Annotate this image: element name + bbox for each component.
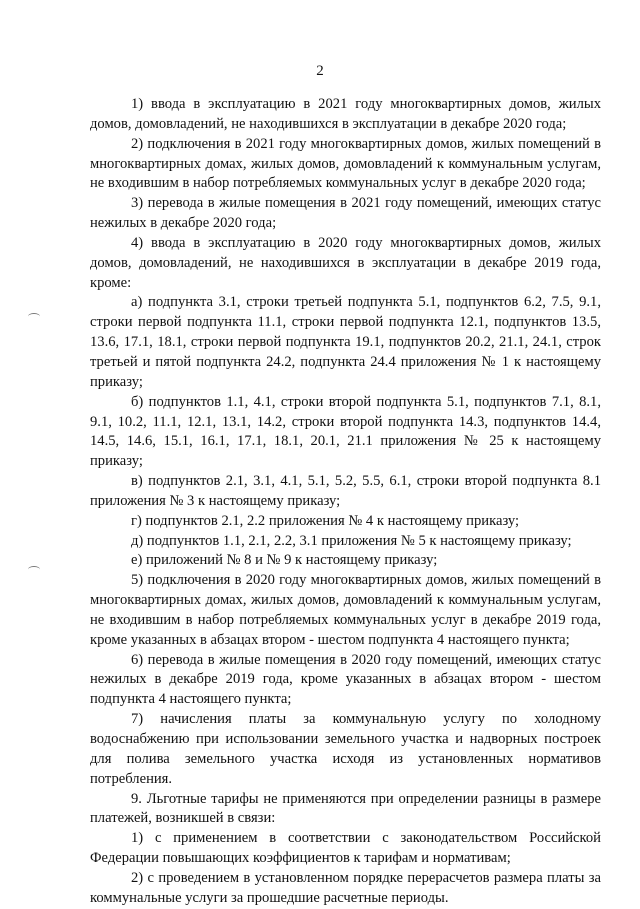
margin-mark bbox=[28, 566, 40, 573]
subparagraph-d: д) подпунктов 1.1, 2.1, 2.2, 3.1 приложения № 5 к настоящему приказу; bbox=[131, 532, 572, 549]
paragraph-item-5: 5) подключения в 2020 году многоквартирных домов, жилых помещений в многоквартирных домах, жилых домов, домовладений к коммунальным услугам, не входившим в набор потребляемых коммунальных услуг в декабре 2019 года, кроме указанных в абзацах втором - шестом подпункта 4 настоящего пункта; bbox=[90, 572, 601, 648]
subparagraph-e: е) приложений № 8 и № 9 к настоящему приказу; bbox=[131, 552, 438, 569]
subparagraph-a: а) подпункта 3.1, строки третьей подпункта 5.1, подпунктов 6.2, 7.5, 9.1, строки первой подпункта 11.1, строки первой подпункта 12.1, подпунктов 13.5, 13.6, 17.1, 18.1, строки первой подпункта 19.1, подпунктов 20.2, 21.1, 24.1, строк третьей и пятой подпункта 24.2, подпункта 24.4 приложения № 1 к настоящему приказу; bbox=[90, 294, 601, 390]
margin-mark bbox=[28, 313, 40, 320]
paragraph-item-4: 4) ввода в эксплуатацию в 2020 году многоквартирных домов, жилых домов, домовладений, не находившихся в эксплуатации в декабре 2019 года, кроме: bbox=[90, 234, 601, 291]
paragraph-item-7: 7) начисления платы за коммунальную услугу по холодному водоснабжению при использовании земельного участка и надворных построек для полива земельного участка исходя из установленных нормативов потребления. bbox=[90, 711, 601, 787]
paragraph-item-6: 6) перевода в жилые помещения в 2020 году помещений, имеющих статус нежилых в декабре 2019 года, кроме указанных в абзацах втором - шестом подпункта 4 настоящего пункта; bbox=[90, 651, 601, 708]
paragraph-item-3: 3) перевода в жилые помещения в 2021 году помещений, имеющих статус нежилых в декабре 2020 года; bbox=[90, 195, 601, 232]
paragraph-item-1: 1) ввода в эксплуатацию в 2021 году многоквартирных домов, жилых домов, домовладений, не находившихся в эксплуатации в декабре 2020 года; bbox=[90, 96, 601, 132]
document-body bbox=[90, 95, 601, 909]
section-9-item-2: 2) с проведением в установленном порядке перерасчетов размера платы за коммунальные услуги за прошедшие расчетные периоды. bbox=[90, 869, 601, 906]
paragraph-item-2: 2) подключения в 2021 году многоквартирных домов, жилых помещений в многоквартирных домах, жилых домов, домовладений к коммунальным услугам, не входившим в набор потребляемых коммунальных услуг в декабре 2020 года; bbox=[90, 135, 601, 192]
subparagraph-v: в) подпунктов 2.1, 3.1, 4.1, 5.1, 5.2, 5.5, 6.1, строки второй подпункта 8.1 приложения № 3 к настоящему приказу; bbox=[90, 473, 601, 509]
section-9-paragraph: 9. Льготные тарифы не применяются при определении разницы в размере платежей, возникшей в связи: bbox=[90, 790, 601, 827]
subparagraph-g: г) подпунктов 2.1, 2.2 приложения № 4 к настоящему приказу; bbox=[131, 512, 520, 529]
section-9-item-1: 1) с применением в соответствии с законодательством Российской Федерации повышающих коэффициентов к тарифам и нормативам; bbox=[90, 830, 601, 867]
subparagraph-b: б) подпунктов 1.1, 4.1, строки второй подпункта 5.1, подпунктов 7.1, 8.1, 9.1, 10.2, 11.1, 12.1, 13.1, 14.2, строки второй подпункта 14.3, подпунктов 14.4, 14.5, 14.6, 15.1, 16.1, 17.1, 18.1, 20.1, 21.1 приложения № 25 к настоящему приказу; bbox=[90, 393, 601, 470]
page-number: 2 bbox=[316, 63, 324, 79]
